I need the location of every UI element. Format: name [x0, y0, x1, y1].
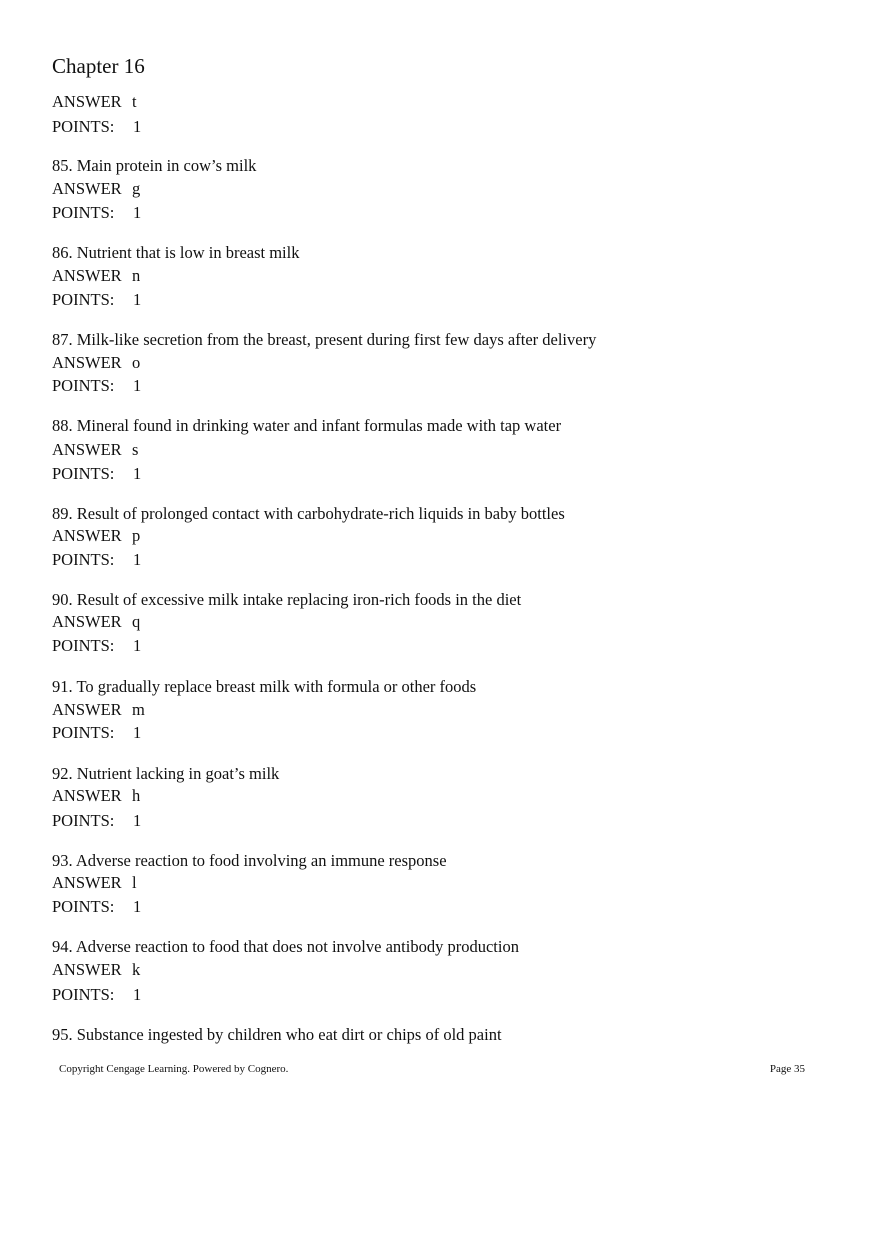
chapter-title: Chapter 16 [52, 54, 145, 78]
question-text: 93. Adverse reaction to food involving an immune response [52, 851, 447, 870]
points-line [52, 723, 141, 743]
answer-value: p [132, 526, 141, 545]
answer-line [52, 353, 140, 373]
answer-label: ANSWER [52, 440, 122, 459]
answer-value: k [132, 960, 141, 979]
points-line [52, 290, 141, 310]
question-text: 88. Mineral found in drinking water and infant formulas made with tap water [52, 416, 562, 435]
points-line [52, 636, 141, 656]
points-value: 1 [133, 203, 142, 222]
question-text: 91. To gradually replace breast milk with formula or other foods [52, 677, 477, 696]
points-value: 1 [133, 636, 142, 655]
points-value: 1 [133, 550, 142, 569]
answer-line [52, 440, 138, 460]
answer-label: ANSWER [52, 179, 122, 198]
question-text: 85. Main protein in cow’s milk [52, 156, 257, 175]
answer-label: ANSWER [52, 960, 122, 979]
answer-value: o [132, 353, 141, 372]
answer-line [52, 92, 137, 112]
question-text: 92. Nutrient lacking in goat’s milk [52, 764, 280, 783]
points-value: 1 [133, 376, 142, 395]
points-label: POINTS: [52, 376, 115, 395]
answer-label: ANSWER [52, 526, 122, 545]
answer-value: g [132, 179, 141, 198]
points-label: POINTS: [52, 985, 115, 1004]
answer-line [52, 612, 140, 632]
points-value: 1 [133, 811, 142, 830]
points-label: POINTS: [52, 897, 115, 916]
answer-value: l [132, 873, 137, 892]
answer-line [52, 873, 137, 893]
answer-value: m [132, 700, 145, 719]
points-line [52, 376, 141, 396]
answer-label: ANSWER [52, 873, 122, 892]
question-text: 87. Milk-like secretion from the breast, present during first few days after delivery [52, 330, 597, 349]
answer-line [52, 266, 140, 286]
question-text: 86. Nutrient that is low in breast milk [52, 243, 300, 262]
answer-label: ANSWER [52, 92, 122, 111]
points-line [52, 117, 141, 137]
answer-value: t [132, 92, 137, 111]
footer-copyright: Copyright Cengage Learning. Powered by Cognero. [59, 1063, 289, 1075]
points-line [52, 550, 141, 570]
answer-label: ANSWER [52, 353, 122, 372]
points-line [52, 985, 141, 1005]
points-value: 1 [133, 723, 142, 742]
answer-value: q [132, 612, 141, 631]
points-value: 1 [133, 117, 142, 136]
points-line [52, 897, 141, 917]
points-label: POINTS: [52, 550, 115, 569]
answer-label: ANSWER [52, 700, 122, 719]
answer-value: h [132, 786, 141, 805]
answer-label: ANSWER [52, 612, 122, 631]
points-line [52, 811, 141, 831]
points-label: POINTS: [52, 290, 115, 309]
points-value: 1 [133, 985, 142, 1004]
footer-page-number: Page 35 [769, 1063, 805, 1075]
points-line [52, 203, 141, 223]
points-label: POINTS: [52, 811, 115, 830]
answer-line [52, 786, 140, 806]
points-label: POINTS: [52, 464, 115, 483]
answer-line [52, 526, 140, 546]
answer-value: s [132, 440, 139, 459]
answer-label: ANSWER [52, 266, 122, 285]
points-label: POINTS: [52, 723, 115, 742]
points-line [52, 464, 141, 484]
question-text: 90. Result of excessive milk intake replacing iron-rich foods in the diet [52, 590, 522, 609]
points-value: 1 [133, 897, 142, 916]
points-label: POINTS: [52, 203, 115, 222]
question-text: 94. Adverse reaction to food that does not involve antibody production [52, 937, 519, 956]
points-label: POINTS: [52, 117, 115, 136]
answer-value: n [132, 266, 141, 285]
points-value: 1 [133, 290, 142, 309]
points-label: POINTS: [52, 636, 115, 655]
answer-line [52, 960, 140, 980]
answer-line [52, 179, 140, 199]
answer-line [52, 700, 145, 720]
question-text: 89. Result of prolonged contact with carbohydrate-rich liquids in baby bottles [52, 504, 565, 523]
question-text: 95. Substance ingested by children who eat dirt or chips of old paint [52, 1025, 502, 1044]
answer-label: ANSWER [52, 786, 122, 805]
points-value: 1 [133, 464, 142, 483]
